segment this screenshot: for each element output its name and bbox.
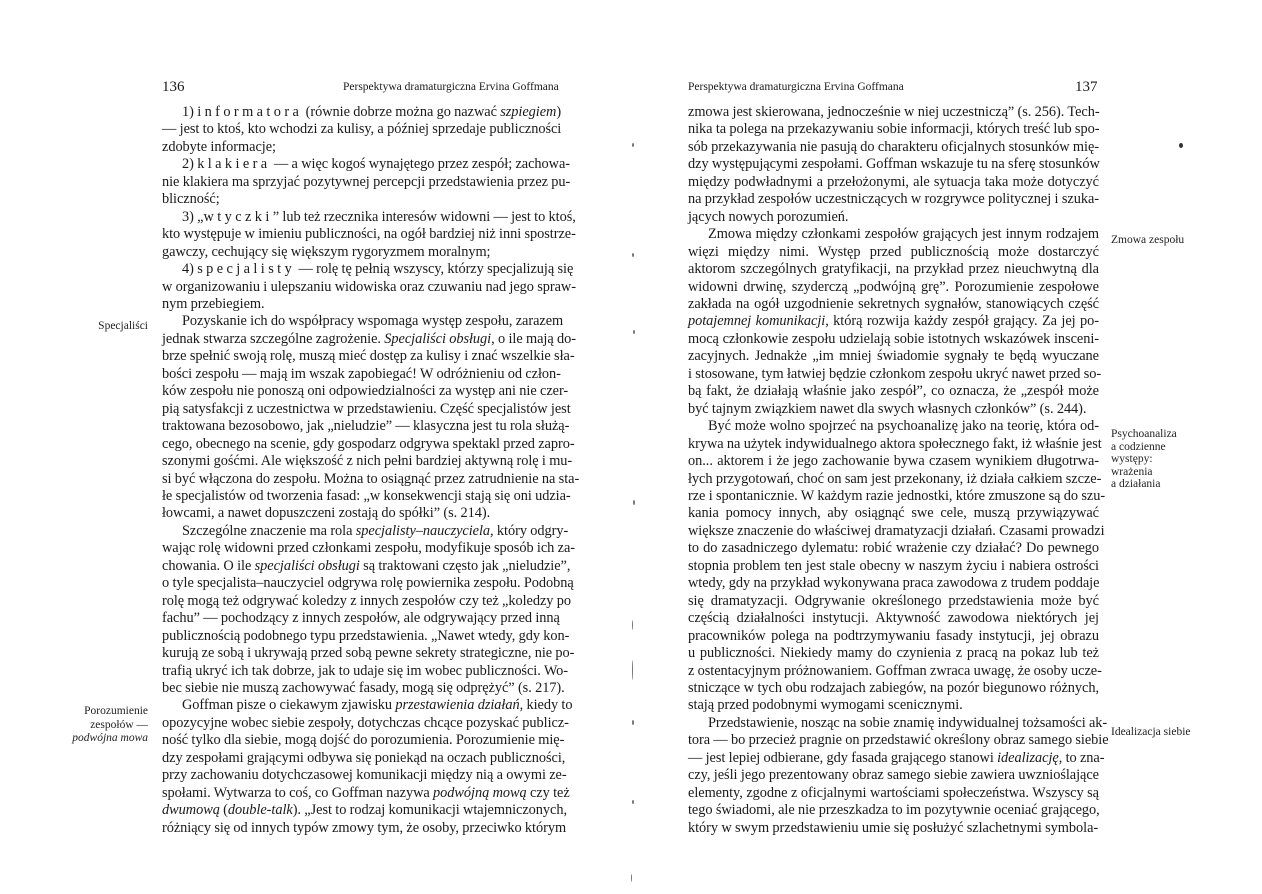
italic-term: specjaliści obsługi (254, 557, 360, 574)
text-line: dzy zespołami grającymi odbywa się poniekąd na oczach publiczności, (162, 749, 566, 766)
text-line: między podwładnymi a przełożonymi, ale sytuacja taka może dotyczyć (688, 173, 1099, 190)
body-text (162, 104, 580, 837)
text-line: ność tylko dla siebie, mogą dojść do porozumienia. Porozumienie mię- (162, 732, 565, 749)
text-line: tego świadomi, ale nie przeszkadza to im pozytywnie oceniać grającego, (688, 802, 1100, 819)
text-line: się dramatyzacji. Odgrywanie określonego przedstawienia może być (688, 592, 1099, 609)
text-line: kurują ze sobą i ukrywają przed sobą pewne sekrety strategiczne, nie po- (162, 645, 575, 662)
margin-note-line: Porozumienie (84, 705, 148, 717)
italic-term: idealizację (997, 749, 1059, 766)
text-line: wając rolę widowni przed członkami zespołu, modyfikuje sposób ich za- (162, 540, 575, 557)
text-line: sób przekazywania nie pasują do charakteru oficjalnych stosunków mię- (688, 138, 1099, 155)
scan-artifact (632, 620, 633, 630)
text-line: Przedstawienie, nosząc na sobie znamię indywidualnej tożsamości ak- (708, 714, 1108, 731)
text-line: więzi między nimi. Występ przed publicznością może dostarczyć (688, 243, 1099, 260)
text-line: trafią ukryć ich tak dobrze, jak to udaje się im wobec publiczności. Wo- (162, 662, 569, 679)
text-line: łe specjalistów od tworzenia fasad: „w konsekwencji stają się oni udzia- (162, 487, 571, 504)
scan-artifact (632, 660, 633, 680)
margin-note-line: a działania (1111, 478, 1161, 490)
text-line: łych przygotowań, choć on sam jest przekonany, iż działa całkiem szcze- (688, 470, 1102, 487)
text-line: 2) klakiera — a więc kogoś wynajętego przez zespół; zachowa- (182, 156, 571, 173)
text-line: nym przebiegiem. (162, 295, 265, 312)
italic-term: Specjaliści obsługi (384, 330, 492, 347)
text-line: ków zespołu nie ponoszą oni odpowiedzialności za występ ani nie czer- (162, 383, 569, 400)
text-line: –– jest lepiej odbierane, gdy fasada grającego stanowi idealizację, to zna- (688, 749, 1105, 766)
text-line: Goffman pisze o ciekawym zjawisku przestawienia działań, kiedy to (182, 697, 573, 714)
text-line: widowni drwinę, szyderczą „podwójną grę”. Porozumienie zespołowe (688, 278, 1099, 295)
margin-note-line: Psychoanaliza (1111, 428, 1177, 440)
italic-term: szpiegiem (500, 104, 557, 120)
text-line: on... aktorem i że jego zachowanie bywa czasem wynikiem długotrwa- (688, 453, 1099, 470)
text-line: 1) informatora (równie dobrze można go nazwać szpiegiem) (182, 104, 562, 120)
margin-note-line: Zmowa zespołu (1111, 234, 1185, 246)
text-line: stają przed podobnymi wymogami scenicznymi. (688, 697, 963, 714)
text-line: nie klakiera ma sprzyjać pozytywnej percepcji przedstawienia przez pu- (162, 173, 571, 190)
italic-term: dwumową (162, 802, 220, 819)
text-line: fachu” — pochodzący z innych zespołów, ale odgrywający przed inną (162, 610, 560, 627)
text-line: Zmowa między członkami zespołów grających jest innym rodzajem (708, 226, 1099, 243)
text-line: chowania. O ile specjaliści obsługi są traktowani często jak „nieludzie”, (162, 557, 571, 574)
margin-note-line: podwójna mowa (72, 732, 148, 744)
text-line: czy, jeśli jego prezentowany obraz samego siebie zawiera uwznioślające (688, 767, 1099, 784)
text-line: opozycyjne wobec siebie zespoły, dotychczas chcące pozyskać publicz- (162, 714, 569, 731)
text-line: szonymi gośćmi. Ale większość z nich pełni bardziej aktywną rolę i mu- (162, 453, 573, 470)
running-header: Perspektywa dramaturgiczna Ervina Goffmana (688, 81, 904, 93)
margin-note-psychoanaliza (1111, 428, 1177, 491)
scan-artifact (632, 720, 634, 725)
spaced-term: specjalisty (197, 261, 296, 278)
italic-term: specjalisty–nauczyciela (355, 522, 491, 539)
body-text (688, 104, 1109, 837)
text-line: u publiczności. Niekiedy mamy do czynienia z pracą na pokaz lub też (688, 645, 1099, 662)
text-line: Pozyskanie ich do współpracy wspomaga występ zespołu, zarazem (182, 313, 564, 330)
text-line: bości zespołu — mają im wszak zapobiegać! W odróżnieniu od człon- (162, 365, 561, 382)
text-line: Być może wolno spojrzeć na psychoanalizę jako na teorię, która od- (708, 418, 1099, 435)
text-line: cego, obecnego na scenie, gdy gospodarz odgrywa spektakl przed zapro- (162, 435, 575, 452)
margin-note-line: występy: (1111, 453, 1153, 465)
italic-term: potajemnej komunikacji (688, 313, 826, 330)
scan-artifact (632, 800, 634, 804)
text-line: stopnia problem ten jest stale obecny w naszym życiu i nabiera ostrości (688, 557, 1099, 574)
text-line: który w swym przedstawieniu umie się posłużyć szlachetnymi symbola- (688, 819, 1099, 836)
scan-artifact (631, 874, 632, 882)
text-line: o tyle specjalista–nauczyciel odgrywa rolę powiernika zespołu. Podobną (162, 575, 574, 592)
text-line: bliczność; (162, 191, 220, 208)
text-line: dwumową (double-talk). „Jest to rodzaj komunikacji wtajemniczonych, (162, 802, 567, 819)
margin-note-line: a codzienne (1111, 440, 1166, 453)
text-line: być tajnym związkiem nawet dla swych własnych członków” (s. 244). (688, 400, 1087, 417)
text-line: dzy występującymi zespołami. Goffman wskazuje tu na sferę stosunków (688, 156, 1100, 173)
spaced-term: wtyczki (203, 208, 273, 225)
margin-note-line: wrażenia (1111, 465, 1153, 478)
text-line: krywa na użytek indywidualnego aktora społecznego fakt, iż właśnie jest (688, 435, 1102, 452)
text-line: kto występuje w imieniu publiczności, na ogół bardziej niż inni spostrze- (162, 226, 576, 243)
spaced-term: informatora (197, 104, 303, 120)
italic-term: double-talk (227, 802, 293, 819)
italic-term: podwójną mową (433, 784, 527, 801)
margin-note-line: zespołów — (90, 718, 148, 731)
margin-note-line: Specjaliści (98, 320, 148, 332)
text-line: zacyjnych. Jednakże „im mniej świadomie sygnały te będą wyuczane (688, 348, 1099, 365)
text-line: z ostentacyjnym próżnowaniem. Goffman zwraca uwagę, że osoby ucze- (688, 662, 1102, 679)
text-line: częścią działalności instytucji. Aktywność zawodowa niektórych jej (688, 610, 1099, 627)
text-line: pią satysfakcji z uczestnictwa w przedstawieniu. Część specjalistów jest (162, 400, 571, 417)
text-line: społami. Wytwarza to coś, co Goffman nazywa podwójną mową czy też (162, 784, 570, 801)
text-line: traktowana bezosobowo, jak „nieludzie” — klasyczna jest tu rola służą- (162, 418, 570, 435)
text-line: si być włączona do zespołu. Można to osiągnąć przez zatrudnienie na sta- (162, 470, 580, 487)
text-line: przy zachowaniu dotychczasowej komunikacji między nią a owymi ze- (162, 767, 567, 784)
text-line: tora –– bo przecież pragnie on przedstawić określony obraz samego siebie (688, 732, 1109, 749)
text-line: to do zasadniczego dylematu: robić wrażenie czy działać? Do pewnego (688, 540, 1099, 557)
text-line: zdobyte informacje; (162, 138, 276, 155)
text-line: różniący się od innych typów zmowy tym, że osoby, przeciwko którym (162, 819, 567, 836)
page-number: 137 (1075, 79, 1098, 95)
text-line: nika ta polega na przekazywaniu sobie informacji, których treść lub spo- (688, 121, 1100, 138)
text-line: 4) specjalisty — rolę tę pełnią wszyscy, którzy specjalizują się (182, 261, 574, 278)
text-line: aktorom szczególnych gratyfikacji, na przykład przez nieuchwytną dla (688, 261, 1099, 278)
margin-note-zmowa (1111, 234, 1184, 248)
text-line: na przykład zespołów uczestniczących w rozgrywce politycznej i szuka- (688, 191, 1099, 208)
text-line: większe znaczenie do właściwej dramatyzacji działań. Czasami prowadzi (688, 522, 1105, 539)
scan-artifact (632, 143, 634, 147)
text-line: zakłada na ogół uzgodnienie sekretnych sygnałów, stanowiących część (688, 295, 1099, 312)
text-line: pracowników polega na podtrzymywaniu fasady instytucji, jej obrazu (688, 627, 1099, 644)
text-line: jących nowych porozumień. (688, 208, 849, 225)
text-line: bec siebie nie muszą zachowywać fasady, mogą się odprężyć” (s. 217). (162, 679, 565, 696)
text-line: wtedy, gdy na przykład wykonywana praca zawodowa z trudem poddaje (688, 575, 1100, 592)
scan-artifact (633, 330, 635, 334)
text-line: — jest to ktoś, kto wchodzi za kulisy, a później sprzedaje publiczności (162, 121, 562, 138)
text-line: brze spełnić swoją rolę, muszą mieć dostęp za kulisy i znać wszelkie sła- (162, 348, 575, 365)
scan-artifact (633, 500, 635, 505)
margin-note-porozumienie (56, 705, 148, 746)
spaced-term: klakiera (197, 156, 271, 173)
page-number: 136 (162, 79, 185, 95)
text-line: jednak stwarza szczególne zagrożenie. Specjaliści obsługi, o ile mają do- (162, 330, 576, 347)
text-line: potajemnej komunikacji, którą rozwija każdy zespół grający. Za jej po- (688, 313, 1100, 330)
text-line: mocą członkowie zespołu udzielają sobie istotnych wskazówek insceni- (688, 330, 1099, 347)
right-page (631, 0, 1262, 894)
text-line: łowcami, a nawet dopuszczeni zostają do spółki” (s. 214). (162, 505, 491, 522)
text-line: elementy, zgodne z oficjalnymi wartościami społeczeństwa. Wszyscy są (688, 784, 1099, 801)
running-header: Perspektywa dramaturgiczna Ervina Goffmana (343, 81, 559, 93)
text-line: 3) „wtyczki” lub też rzecznika interesów widowni — jest to ktoś, (182, 208, 576, 225)
italic-term: przestawienia działań (395, 697, 520, 714)
margin-note-specjalisci (92, 320, 148, 334)
scan-artifact (632, 253, 634, 257)
margin-note-line: Idealizacja siebie (1111, 726, 1191, 738)
scan-artifact (1179, 143, 1183, 148)
text-line: publicznością podobnego typu przedstawienia. „Nawet wtedy, gdy kon- (162, 627, 570, 644)
text-line: zmowa jest skierowana, jednocześnie w niej uczestniczą” (s. 256). Tech- (688, 104, 1100, 120)
text-line: bą fakt, że działają właśnie jako zespół”, co oznacza, że „zespół może (688, 383, 1099, 400)
text-line: w organizowaniu i ulepszaniu widowiska oraz czuwaniu nad jego spraw- (162, 278, 576, 295)
margin-note-idealizacja (1111, 726, 1191, 740)
text-line: i stosowane, tym łatwiej będzie członkom zespołu ukryć nawet przed so- (688, 365, 1102, 382)
text-line: stniczące w tych obu rodzajach zabiegów, na pozór biegunowo różnych, (688, 679, 1099, 696)
text-line: rolę mogą też odgrywać koledzy z innych zespołów czy też „koledzy po (162, 592, 572, 609)
text-line: kania pomocy innych, aby osiągnąć swe cele, muszą przywiązywać (688, 505, 1099, 522)
text-line: gawczy, cechujący się większym rygoryzmem moralnym; (162, 243, 491, 260)
text-line: rze i spontanicznie. W każdym razie jednostki, które zmuszone są do szu- (688, 487, 1106, 504)
text-line: Szczególne znaczenie ma rola specjalisty–nauczyciela, który odgry- (182, 522, 569, 539)
